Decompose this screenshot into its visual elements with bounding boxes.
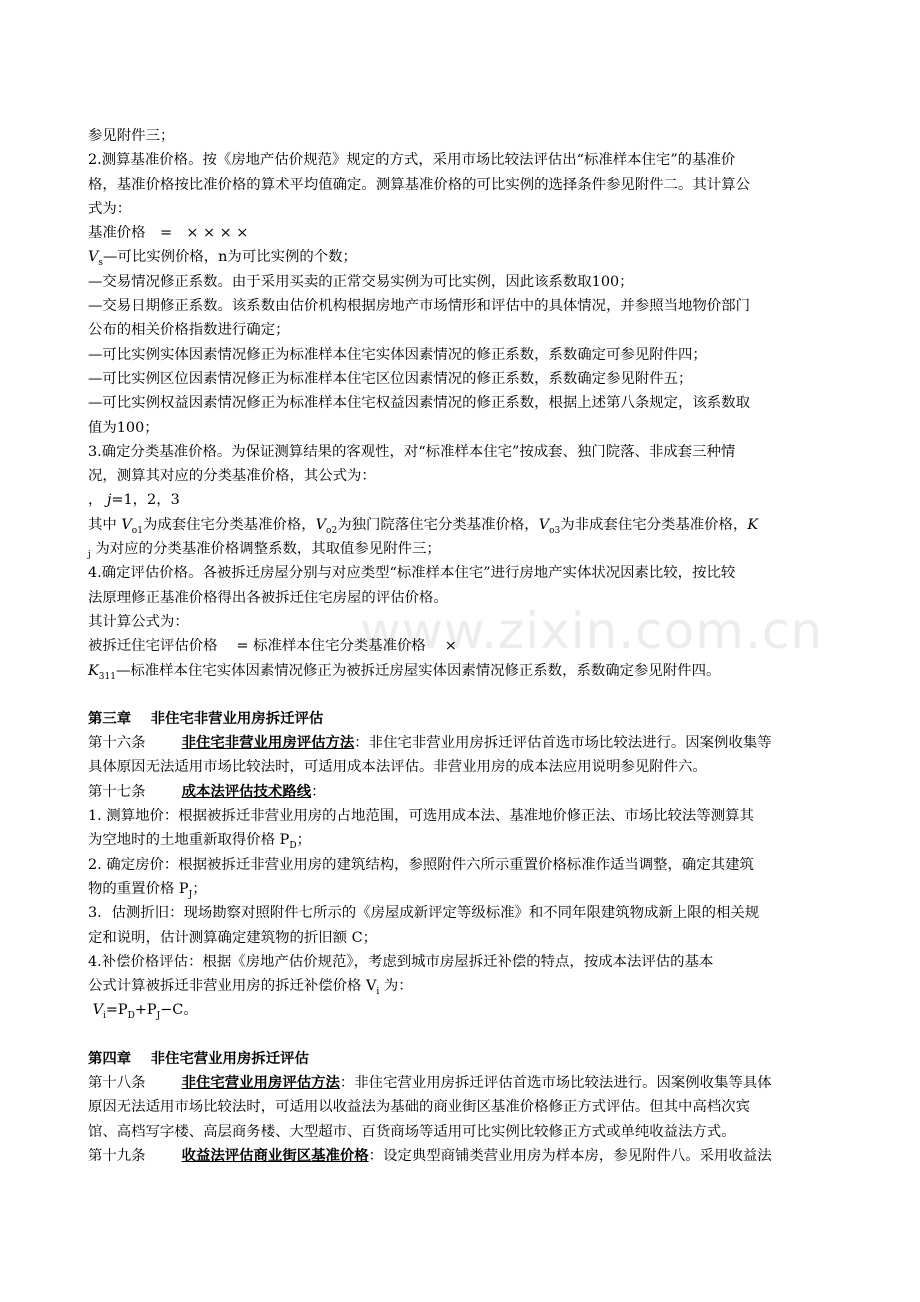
text-line [88,974,833,998]
text-line: —可比实例区位因素情况修正为标准样本住宅区位因素情况的修正系数，系数确定参见附件五； [88,370,693,387]
formula-compensation [88,998,833,1022]
text-line: —交易日期修正系数。该系数由估价机构根据房地产市场情形和评估中的具体情况，并参照当地物价部门 [88,298,750,315]
text-line: 具体原因无法适用市场比较法时，可适用成本法评估。非营业用房的成本法应用说明参见附件六。 [88,759,707,776]
text-span: 物的重置价格 P [88,880,189,897]
text-span: 为成套住宅分类基准价格， [142,516,316,533]
text-line [88,513,833,537]
subscript: o3 [549,525,561,536]
text-line: 格，基准价格按比准价格的算术平均值确定。测算基准价格的可比实例的选择条件参见附件二。其计算公 [88,176,750,193]
text-span: 为空地时的土地重新取得价格 P [88,832,290,849]
subscript: i [376,986,380,997]
text-line: 参见附件三； [88,128,175,144]
text-line: 原因无法适用市场比较法时，可适用以收益法为基础的商业街区基准价格修正方式评估。但其中高档次宾 [88,1099,750,1116]
article-heading: 成本法评估技术路线 [181,782,312,800]
text-span: ：设定典型商铺类营业用房为样本房，参见附件八。采用收益法 [368,1147,772,1164]
formula-base-price: 基准价格 = × × × × [88,225,249,242]
text-line: 馆、高档写字楼、高层商务楼、大型超市、百货商场等适用可比实例比较修正方式或单纯收益法方式。 [88,1123,736,1140]
text-line: 1. 测算地价：根据被拆迁非营业用房的占地范围，可选用成本法、基准地价修正法、市场比较法等测算其 [88,808,754,825]
article-number: 第十八条 [88,1074,146,1091]
text-line: 3．估测折旧：现场勘察对照附件七所示的《房屋成新评定等级标准》和不同年限建筑物成新上限的相关规 [88,905,760,922]
article-heading: 收益法评估商业街区基准价格 [181,1146,369,1164]
text-line: 4.补偿价格评估：根据《房地产估价规范》，考虑到城市房屋拆迁补偿的特点，按成本法评估的基本 [88,953,714,970]
text-line: 2. 确定房价：根据被拆迁非营业用房的建筑结构，参照附件六所示重置价格标准作适当调整，确定其建筑 [88,856,754,873]
spacer [88,1023,833,1047]
article-number: 第十九条 [88,1147,146,1164]
watermark: www.zixin.com.cn [360,602,824,660]
text-span: ； [192,880,207,897]
subscript: j [88,549,91,560]
article-16 [88,731,833,755]
spacer [88,683,833,707]
article-number: 第十七条 [88,783,146,800]
text-span: ：非住宅非营业用房拆迁评估首选市场比较法进行。因案例收集等 [354,735,772,752]
text-line: 3.确定分类基准价格。为保证测算结果的客观性，对“标准样本住宅”按成套、独门院落、非成套三种情 [88,443,736,460]
text-span: ： [311,783,326,800]
article-number: 第十六条 [88,735,146,752]
chapter-3-title: 第三章 非住宅非营业用房拆迁评估 [88,709,324,727]
var-v: V [538,516,550,533]
text-span: 为非成套住宅分类基准价格， [560,516,748,533]
article-18 [88,1071,833,1095]
text-line [88,659,833,683]
text-line: —交易情况修正系数。由于采用买卖的正常交易实例为可比实例，因此该系数取100； [88,273,634,290]
text-span: =1，2，3 [111,492,180,509]
subscript: J [156,1011,161,1022]
text-line: 其计算公式为： [88,613,189,630]
text-span: ， [88,492,103,509]
text-span: 公式计算被拆迁非营业用房的拆迁补偿价格 V [88,978,377,995]
text-span: 为独门院落住宅分类基准价格， [337,516,539,533]
text-span: ：非住宅营业用房拆迁评估首选市场比较法进行。因案例收集等具体 [339,1074,772,1091]
text-line: 4.确定评估价格。各被拆迁房屋分别与对应类型“标准样本住宅”进行房地产实体状况因素比较，按比较 [88,565,736,582]
text-line: 2.测算基准价格。按《房地产估价规范》规定的方式，采用市场比较法评估出“标准样本住宅”的基准价 [88,152,736,169]
subscript: 311 [98,671,116,682]
subscript: o2 [326,525,338,536]
text-line: 定和说明，估计测算确定建筑物的折旧额 C； [88,929,378,946]
var-v: V [88,249,99,266]
text-span: —标准样本住宅实体因素情况修正为被拆迁房屋实体因素情况修正系数，系数确定参见附件四。 [115,662,721,679]
text-span: =P [105,1002,128,1019]
text-line [88,537,833,561]
text-line [88,877,833,901]
text-line: 值为100； [88,419,159,436]
text-span: 为对应的分类基准价格调整系数，其取值参见附件三； [95,541,441,558]
var-v: V [92,1002,103,1019]
subscript: D [127,1011,135,1022]
text-line: 法原理修正基准价格得出各被拆迁住宅房屋的评估价格。 [88,589,448,606]
text-line: —可比实例实体因素情况修正为标准样本住宅实体因素情况的修正系数，系数确定可参见附件四； [88,346,707,363]
var-k: K [88,662,99,679]
text-span: ； [296,832,311,849]
article-heading: 非住宅非营业用房评估方法 [181,734,355,752]
subscript: s [98,258,104,269]
subscript: J [188,889,193,900]
article-19 [88,1144,833,1168]
formula-eval-price: 被拆迁住宅评估价格 = 标准样本住宅分类基准价格 × [88,638,457,655]
text-span: 其中 [88,516,117,533]
article-17 [88,780,833,804]
var-j: j [106,492,112,509]
text-line: 式为： [88,200,132,217]
subscript: D [289,841,297,852]
formula-j [88,488,833,512]
text-span: —可比实例价格，n为可比实例的个数； [103,249,357,266]
var-v: V [121,516,132,533]
subscript: i [102,1011,106,1022]
text-line [88,828,833,852]
text-line: 况，测算其对应的分类基准价格，其公式为： [88,468,376,485]
document-body [88,124,833,1168]
text-line [88,245,833,269]
chapter-4-title: 第四章 非住宅营业用房拆迁评估 [88,1049,309,1067]
var-k: K [747,516,759,533]
var-v: V [315,516,327,533]
text-span: −C。 [160,1002,198,1019]
article-heading: 非住宅营业用房评估方法 [181,1073,340,1091]
text-line: —可比实例权益因素情况修正为标准样本住宅权益因素情况的修正系数，根据上述第八条规定，该系数取 [88,395,750,412]
subscript: o1 [131,525,143,536]
text-span: 为： [379,978,413,995]
text-line: 公布的相关价格指数进行确定； [88,322,290,339]
text-span: +P [134,1002,157,1019]
